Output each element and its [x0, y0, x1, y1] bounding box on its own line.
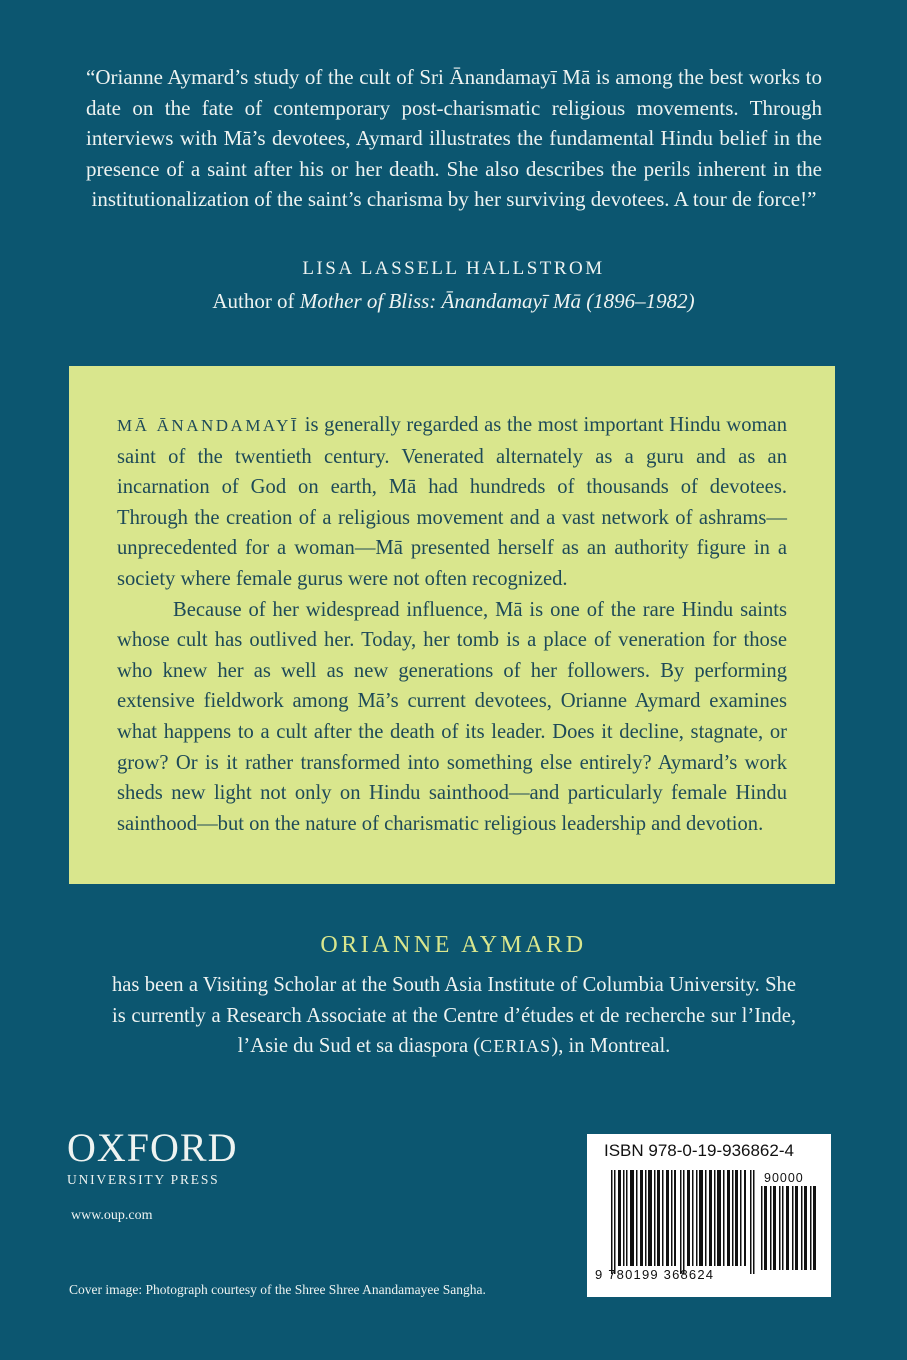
author-bio: [112, 970, 796, 1062]
ean-barcode-bars: [611, 1170, 755, 1274]
endorser-credit-prefix: Author of: [212, 289, 300, 313]
publisher-website: www.oup.com: [71, 1208, 153, 1223]
publisher-name: OXFORD: [67, 1125, 238, 1170]
endorser-book-title: Mother of Bliss: Ānandamayī Mā (1896–1982): [299, 289, 695, 313]
endorser-name: LISA LASSELL HALLSTROM: [302, 258, 605, 279]
publisher-logo: [67, 1125, 238, 1188]
author-name: ORIANNE AYMARD: [320, 932, 587, 958]
description-paragraph-2: Because of her widespread influence, Mā is one of the rare Hindu saints whose cult has outlived her. Today, her tomb is a place of veneration for those who knew her as well as new generations of her followers. By performing extensive fieldwork among Mā’s current devotees, Orianne Aymard examines what happens to a cult after the death of its leader. Does it decline, stagnate, or grow? Or is it rather transformed into something else entirely? Aymard’s work sheds new light not only on Hindu sainthood—and particularly female Hindu sainthood—but on the nature of charismatic religious leadership and devotion.: [117, 598, 787, 835]
ean-digits: 9 780199 368624: [595, 1267, 715, 1282]
isbn-number: ISBN 978-0-19-936862-4: [604, 1141, 794, 1160]
description-paragraph-1-text: is generally regarded as the most important Hindu woman saint of the twentieth century. Venerated alternately as a guru and as an incarnation of God on earth, Mā had hundreds of thousands of devotees. Through the creation of a religious movement and a vast network of ashrams—unprecedented for a woman—Mā presented herself as an authority figure in a society where female gurus were not often recognized.: [117, 414, 787, 590]
publisher-subtitle: UNIVERSITY PRESS: [67, 1172, 220, 1187]
isbn-barcode: [587, 1134, 831, 1297]
author-bio-abbrev: CERIAS: [480, 1036, 552, 1056]
cover-image-credit: Cover image: Photograph courtesy of the Shree Shree Anandamayee Sangha.: [69, 1282, 486, 1297]
author-bio-part2: ), in Montreal.: [551, 1035, 671, 1057]
price-code: 90000: [764, 1171, 804, 1185]
author-bio-part1: has been a Visiting Scholar at the South Asia Institute of Columbia University. She is currently a Research Associate at the Centre d’études et de recherche sur l’Inde, l’Asie du Sud et sa diaspora (: [112, 974, 796, 1057]
description-paragraph-1: [117, 410, 787, 595]
endorser-credit: [0, 289, 907, 314]
endorsement-quote: “Orianne Aymard’s study of the cult of Sri Ānandamayī Mā is among the best works to date on the fate of contemporary post-charismatic religious movements. Through interviews with Mā’s devotees, Aymard illustrates the fundamental Hindu belief in the presence of a saint after his or her death. She also describes the perils inherent in the institutionalization of the saint’s charisma by her surviving devotees. A tour de force!”: [86, 65, 822, 211]
description-panel: [69, 366, 835, 884]
price-addon-bars: [761, 1186, 817, 1270]
description-lead-in: MĀ ĀNANDAMAYĪ: [117, 416, 300, 435]
